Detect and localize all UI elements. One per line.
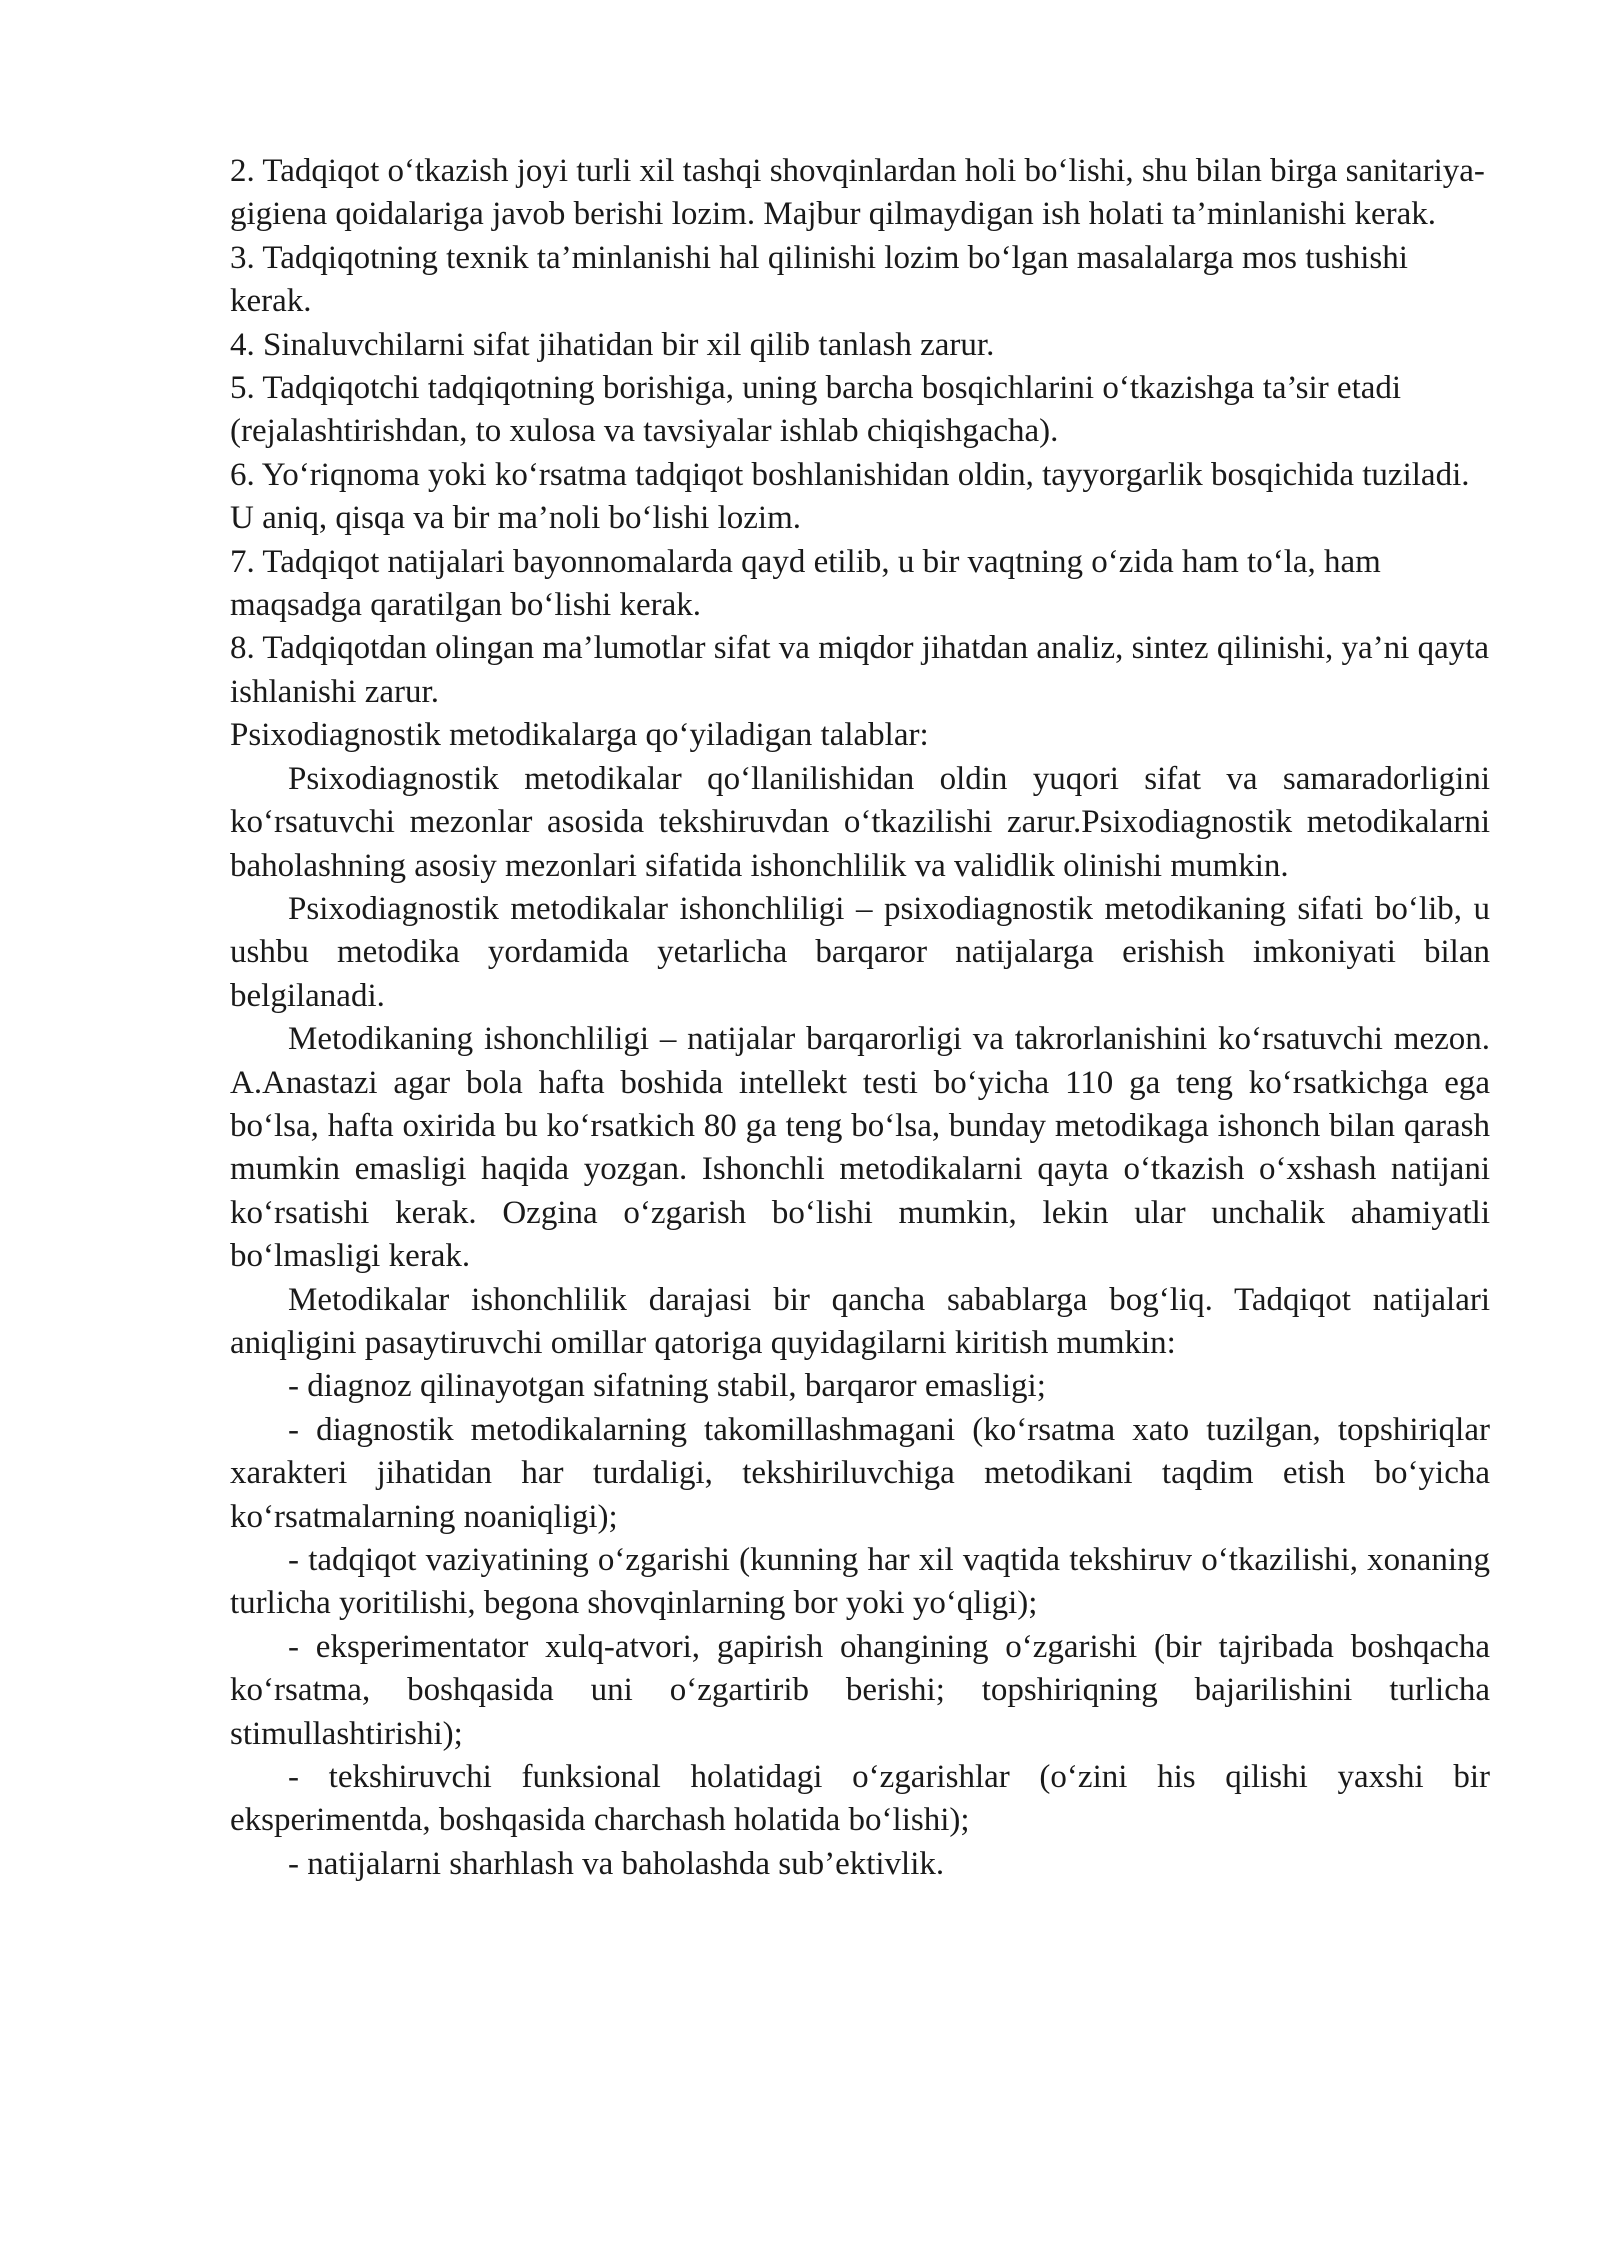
bullet-item: - natijalarni sharhlash va baholashda sub’ektivlik. <box>288 1845 945 1882</box>
section-heading: Psixodiagnostik metodikalarga qo‘yiladigan talablar: <box>230 717 929 754</box>
list-item: 8. Tadqiqotdan olingan ma’lumotlar sifat va miqdor jihatdan analiz, sintez qilinishi, ya’ni qayta ishlanishi zarur. <box>230 630 1490 710</box>
body-paragraph: Psixodiagnostik metodikalar ishonchliligi – psixodiagnostik metodikaning sifati bo‘lib, u ushbu metodika yordamida yetarlicha barqaror natijalarga erishish imkoniyati bilan belgilanadi. <box>230 890 1490 1014</box>
list-item: 6. Yo‘riqnoma yoki ko‘rsatma tadqiqot boshlanishidan oldin, tayyorgarlik bosqichida tuziladi. U aniq, qisqa va bir ma’noli bo‘lishi lozim. <box>230 456 1470 537</box>
bullet-item: - eksperimentator xulq-atvori, gapirish ohangining o‘zgarishi (bir tajribada boshqacha ko‘rsatma, boshqasida uni o‘zgartirib berishi; topshiriqning bajarilishini turlicha stimullashtirishi); <box>230 1628 1490 1752</box>
bullet-item: - diagnoz qilinayotgan sifatning stabil, barqaror emasligi; <box>288 1368 1046 1405</box>
bullet-item: - diagnostik metodikalarning takomillashmagani (ko‘rsatma xato tuzilgan, topshiriqlar xarakteri jihatidan har turdaligi, tekshiriluvchiga metodikani taqdim etish bo‘yicha ko‘rsatmalarning noaniqligi); <box>230 1411 1490 1535</box>
body-paragraph: Metodikalar ishonchlilik darajasi bir qancha sabablarga bog‘liq. Tadqiqot natijalari aniqligini pasaytiruvchi omillar qatoriga quyidagilarni kiritish mumkin: <box>230 1281 1490 1361</box>
list-item: 2. Tadqiqot o‘tkazish joyi turli xil tashqi shovqinlardan holi bo‘lishi, shu bilan birga sanitariya- gigiena qoidalariga javob berishi lozim. Majbur qilmaydigan ish holati ta’minlanishi kerak. <box>230 153 1485 233</box>
document-page <box>230 150 1490 1886</box>
list-item: 4. Sinaluvchilarni sifat jihatidan bir xil qilib tanlash zarur. <box>230 326 995 363</box>
list-item: 3. Tadqiqotning texnik ta’minlanishi hal qilinishi lozim bo‘lgan masalalarga mos tushishi kerak. <box>230 239 1408 320</box>
bullet-item: - tekshiruvchi funksional holatidagi o‘zgarishlar (o‘zini his qilishi yaxshi bir eksperimentda, boshqasida charchash holatida bo‘lishi); <box>230 1759 1490 1839</box>
list-item: 7. Tadqiqot natijalari bayonnomalarda qayd etilib, u bir vaqtning o‘zida ham to‘la, ham maqsadga qaratilgan bo‘lishi kerak. <box>230 543 1381 624</box>
list-item: 5. Tadqiqotchi tadqiqotning borishiga, uning barcha bosqichlarini o‘tkazishga ta’sir etadi (rejalashtirishdan, to xulosa va tavsiyalar ishlab chiqishgacha). <box>230 370 1402 450</box>
bullet-item: - tadqiqot vaziyatining o‘zgarishi (kunning har xil vaqtida tekshiruv o‘tkazilishi, xonaning turlicha yoritilishi, begona shovqinlarning bor yoki yo‘qligi); <box>230 1542 1490 1622</box>
body-paragraph: Psixodiagnostik metodikalar qo‘llanilishidan oldin yuqori sifat va samaradorligini ko‘rsatuvchi mezonlar asosida tekshiruvdan o‘tkazilishi zarur.Psixodiagnostik metodikalarni baholashning asosiy mezonlari sifatida ishonchlilik va validlik olinishi mumkin. <box>230 760 1490 884</box>
body-paragraph: Metodikaning ishonchliligi – natijalar barqarorligi va takrorlanishini ko‘rsatuvchi mezon. A.Anastazi agar bola hafta boshida intellekt testi bo‘yicha 110 ga teng ko‘rsatkichga ega bo‘lsa, hafta oxirida bu ko‘rsatkich 80 ga teng bo‘lsa, bunday metodikaga ishonch bilan qarash mumkin emasligi haqida yozgan. Ishonchli metodikalarni qayta o‘tkazish o‘xshash natijani ko‘rsatishi kerak. Ozgina o‘zgarish bo‘lishi mumkin, lekin ular unchalik ahamiyatli bo‘lmasligi kerak. <box>230 1021 1490 1275</box>
